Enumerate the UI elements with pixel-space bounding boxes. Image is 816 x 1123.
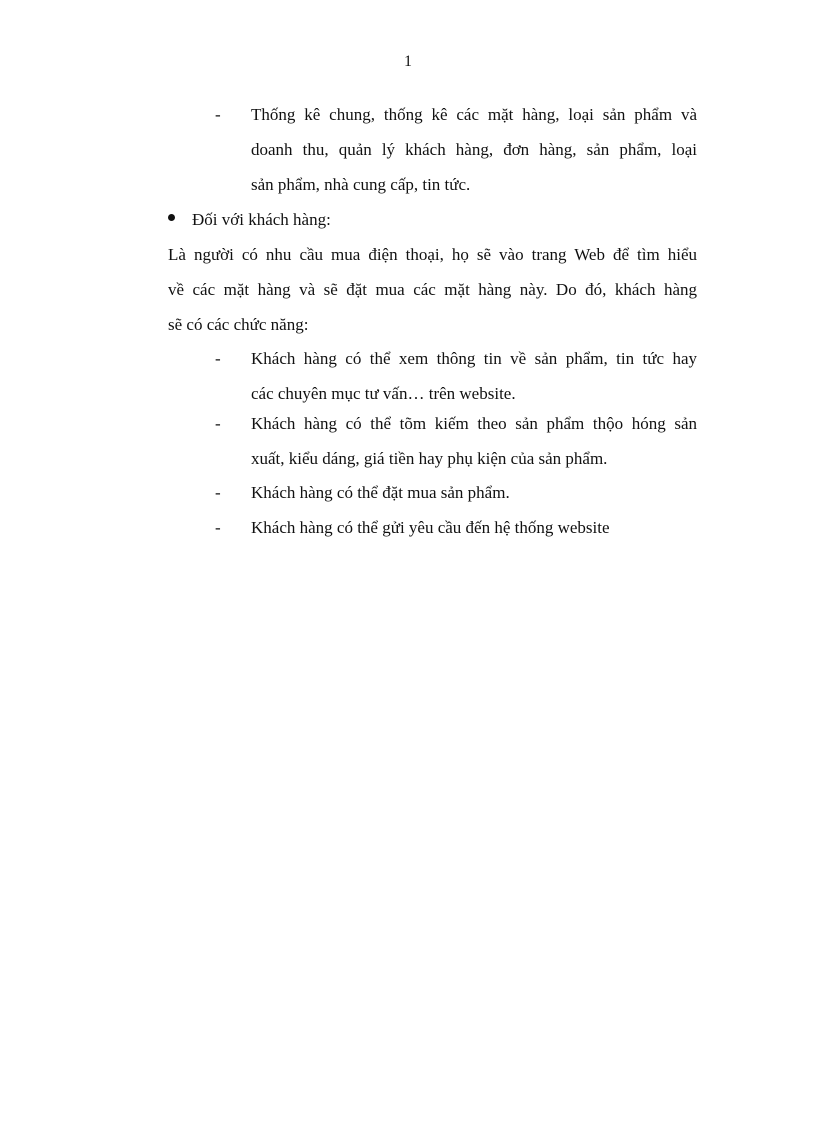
customer-function-text <box>251 475 697 510</box>
bullet-icon <box>168 214 175 221</box>
customer-function-text <box>251 406 697 476</box>
text-line: Khách hàng có thể gửi yêu cầu đến hệ thống website <box>251 518 610 537</box>
text-line: về các mặt hàng và sẽ đặt mua các mặt hàng này. Do đó, khách hàng <box>168 280 697 299</box>
customer-function-text <box>251 341 697 411</box>
dash-marker: - <box>215 483 221 502</box>
dash-marker: - <box>215 518 221 537</box>
text-line: doanh thu, quản lý khách hàng, đơn hàng, sản phẩm, loại <box>251 140 697 159</box>
admin-functions-text <box>251 97 697 202</box>
customer-function-item <box>215 406 697 476</box>
text-line: sản phẩm, nhà cung cấp, tin tức. <box>251 175 471 194</box>
text-line: Là người có nhu cầu mua điện thoại, họ sẽ vào trang Web để tìm hiểu <box>168 245 697 264</box>
customer-function-item <box>215 341 697 411</box>
text-line: các chuyên mục tư vấn… trên website. <box>251 384 516 403</box>
text-line: Khách hàng có thể tõm kiếm theo sản phẩm thộo hóng sản <box>251 414 697 433</box>
text-line: xuất, kiểu dáng, giá tiền hay phụ kiện của sản phẩm. <box>251 449 608 468</box>
customer-heading-item <box>168 202 698 237</box>
text-line: Khách hàng có thể đặt mua sản phẩm. <box>251 483 510 502</box>
customer-function-item <box>215 510 697 545</box>
page-number: 1 <box>404 53 412 70</box>
dash-marker: - <box>215 349 221 368</box>
customer-intro-paragraph <box>168 237 697 342</box>
dash-marker: - <box>215 105 221 124</box>
customer-heading: Đối với khách hàng: <box>192 210 331 229</box>
text-line: sẽ có các chức năng: <box>168 315 309 334</box>
customer-function-item <box>215 475 697 510</box>
text-line: Thống kê chung, thống kê các mặt hàng, loại sản phẩm và <box>251 105 697 124</box>
admin-functions-item <box>215 97 697 202</box>
text-line: Khách hàng có thể xem thông tin về sản phẩm, tin tức hay <box>251 349 697 368</box>
dash-marker: - <box>215 414 221 433</box>
customer-function-text <box>251 510 697 545</box>
